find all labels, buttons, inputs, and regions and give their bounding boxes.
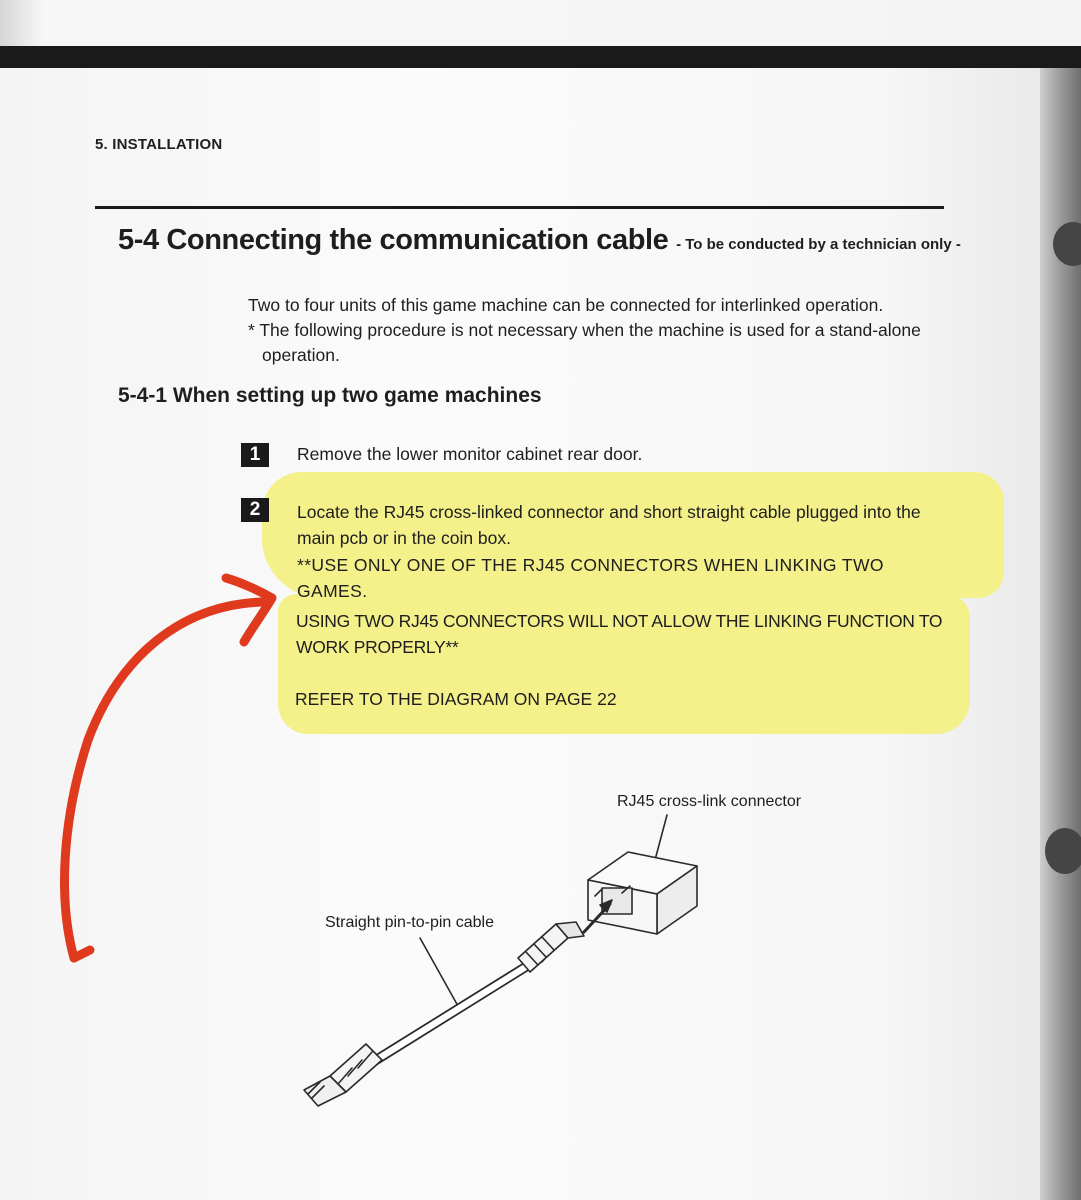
section-header: 5. INSTALLATION <box>95 136 223 153</box>
connector-label: RJ45 cross-link connector <box>617 793 802 810</box>
step-2-badge: 2 <box>241 498 269 522</box>
title-subtitle: - To be conducted by a technician only - <box>676 236 961 253</box>
cable-label: Straight pin-to-pin cable <box>325 914 494 931</box>
title-number: 5-4 <box>118 224 159 256</box>
annotation-warning-2: USING TWO RJ45 CONNECTORS WILL NOT ALLOW THE LINKING FUNCTION TO WORK PROPERLY** <box>296 611 943 657</box>
step-2-text: Locate the RJ45 cross-linked connector and short straight cable plugged into the main pcb or in the coin box. <box>297 502 921 548</box>
intro-note: * The following procedure is not necessary when the machine is used for a stand-alone operation. <box>248 320 921 365</box>
subsection-title: 5-4-1 When setting up two game machines <box>118 384 542 407</box>
annotation-warning-1: **USE ONLY ONE OF THE RJ45 CONNECTORS WHEN LINKING TWO GAMES. <box>297 555 884 601</box>
annotation-reference: REFER TO THE DIAGRAM ON PAGE 22 <box>295 689 617 709</box>
step-1-badge: 1 <box>241 443 269 467</box>
step-1-text: Remove the lower monitor cabinet rear door. <box>297 444 643 464</box>
cross-link-connector-icon <box>588 852 697 934</box>
upper-rj45-plug-icon <box>518 922 584 972</box>
connector-leader-line <box>655 815 667 860</box>
lower-rj45-plug-icon <box>304 1044 382 1106</box>
cable-leader-line <box>420 938 458 1006</box>
intro-text: Two to four units of this game machine can be connected for interlinked operation. <box>248 295 884 315</box>
title-text: Connecting the communication cable <box>166 224 669 256</box>
